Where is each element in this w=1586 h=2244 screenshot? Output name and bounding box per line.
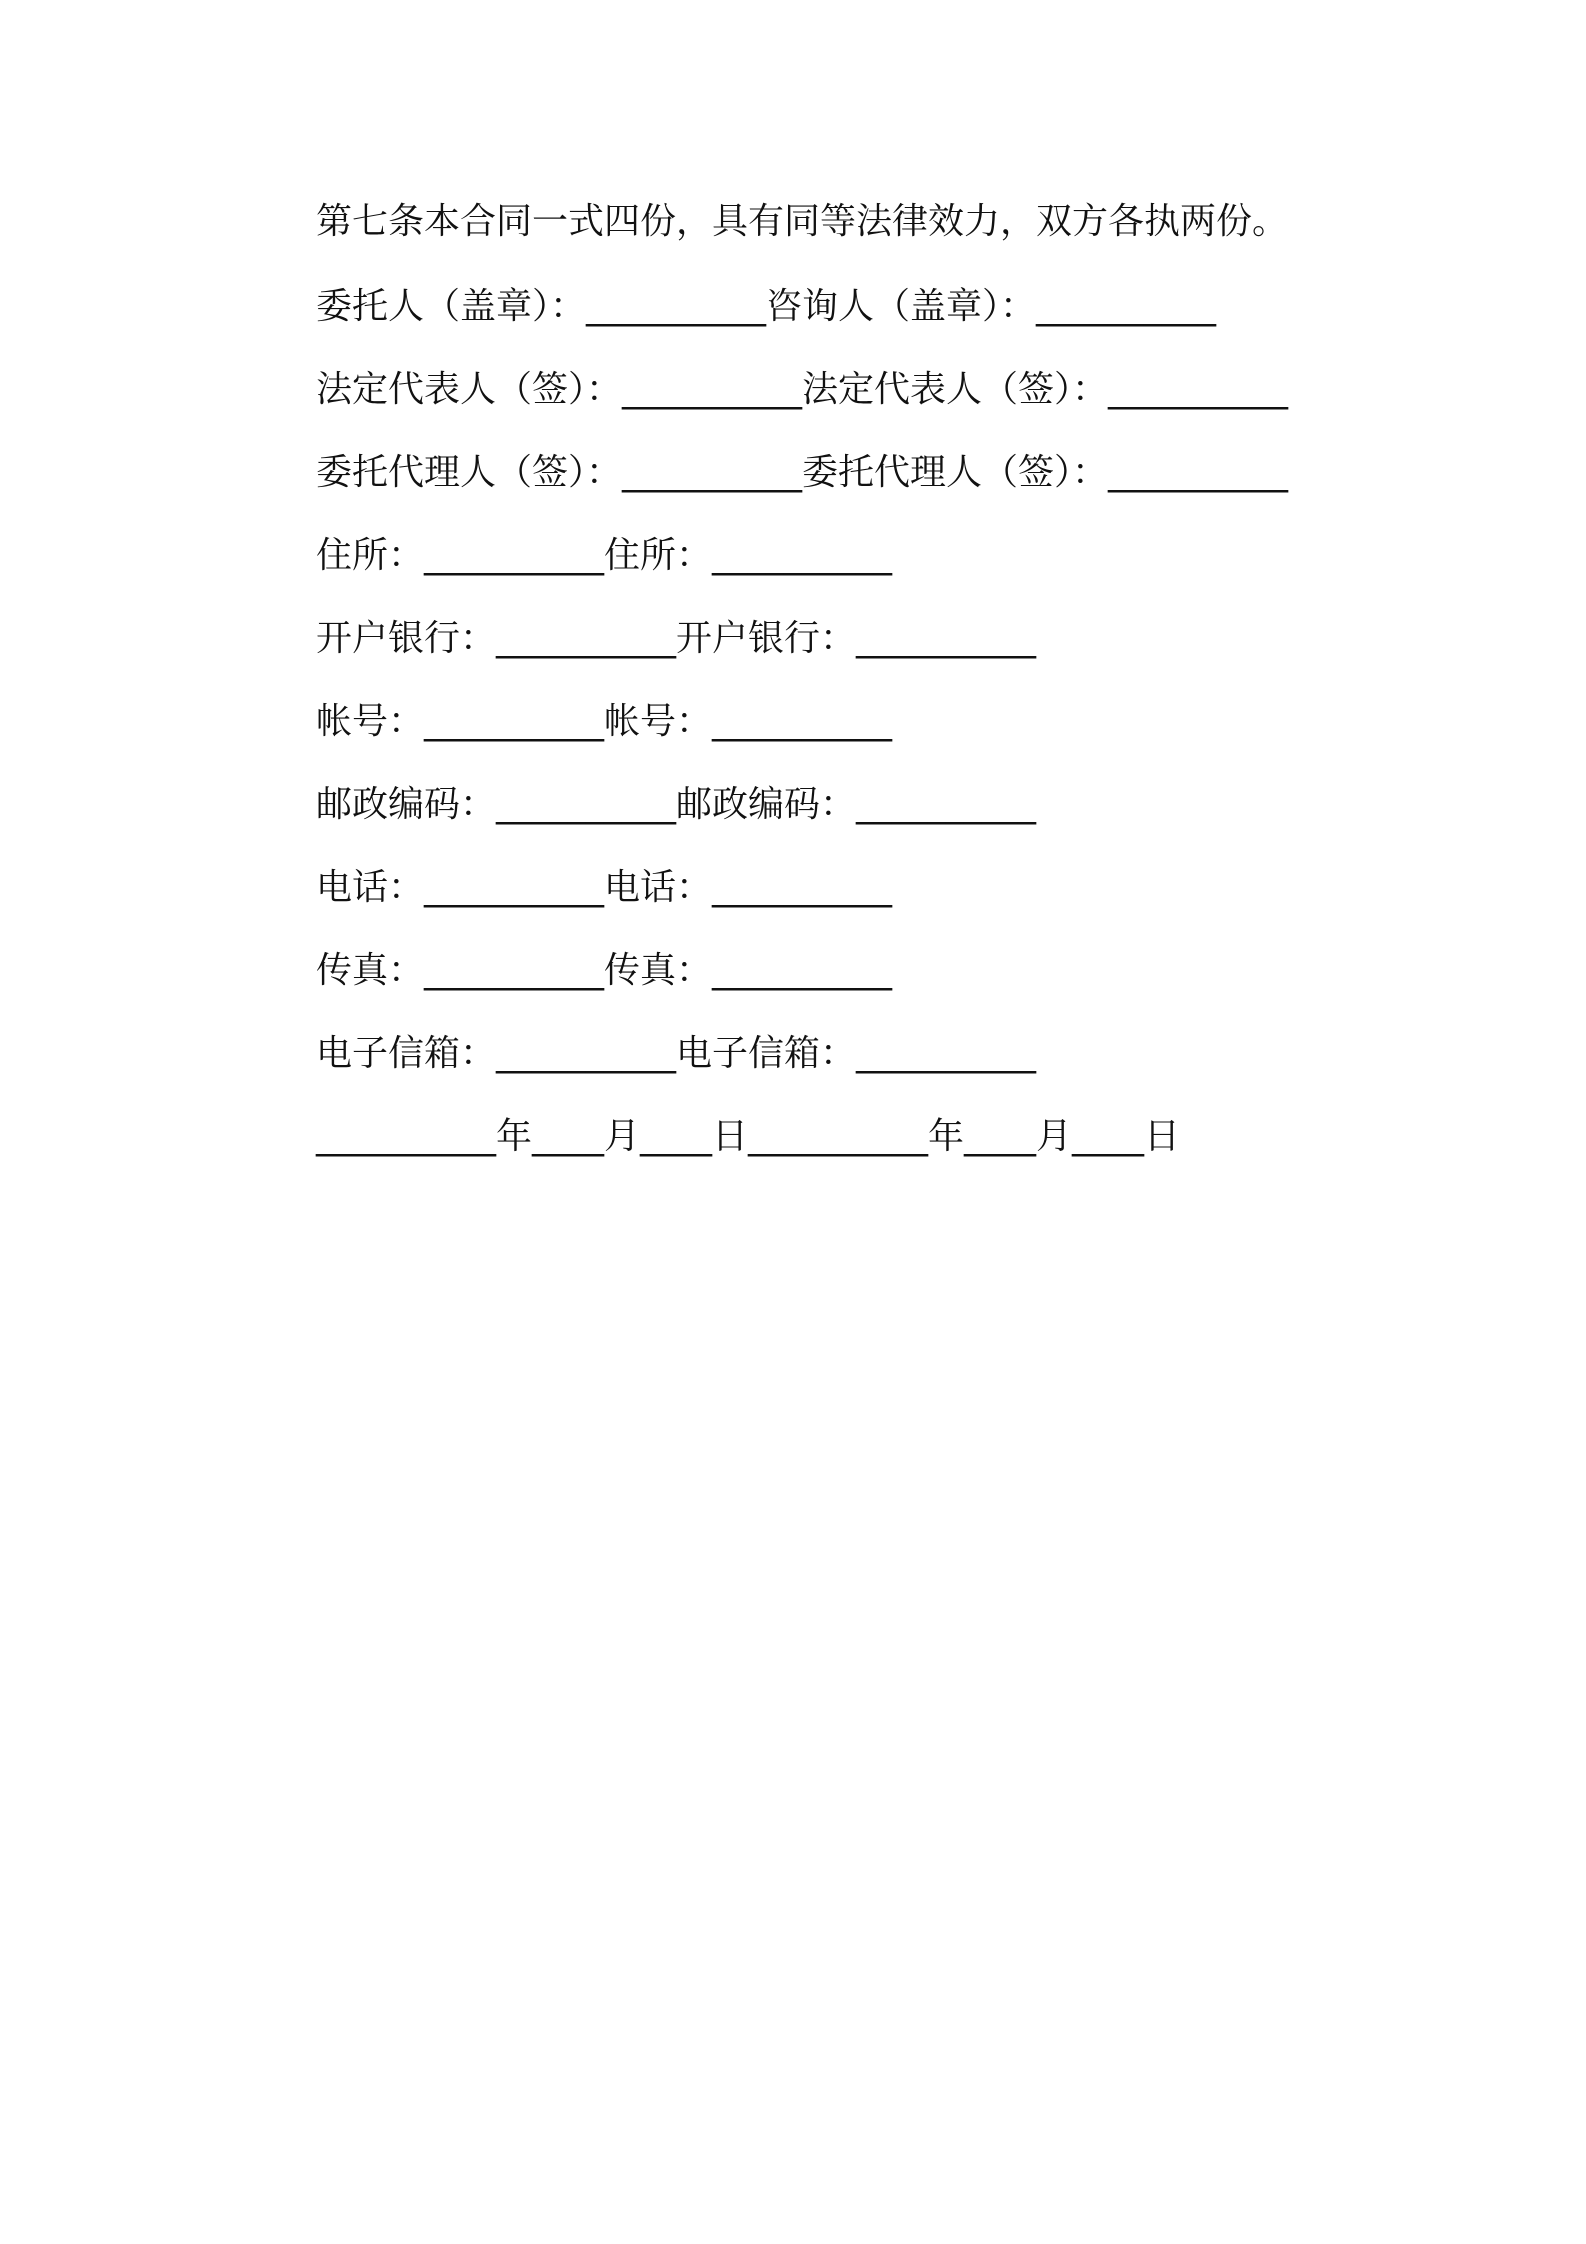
bank-line: 开户银行：__________开户银行：__________ [316, 618, 1037, 659]
authorized-agent-line: 委托代理人（签）：__________委托代理人（签）：__________ [316, 452, 1289, 493]
legal-representative-line: 法定代表人（签）：__________法定代表人（签）：__________ [316, 369, 1289, 410]
fax-line: 传真：__________传真：__________ [316, 950, 893, 991]
email-line: 电子信箱：__________电子信箱：__________ [316, 1033, 1037, 1074]
account-number-line: 帐号：__________帐号：__________ [316, 701, 893, 742]
address-line: 住所：__________住所：__________ [316, 535, 893, 576]
document-body [316, 200, 1416, 1198]
date-line: __________年____月____日__________年____月____日 [316, 1116, 1180, 1157]
postal-code-line: 邮政编码：__________邮政编码：__________ [316, 784, 1037, 825]
clause-seven-text: 第七条本合同一式四份，具有同等法律效力，双方各执两份。 [316, 201, 1289, 242]
signature-seal-line: 委托人（盖章）：__________咨询人（盖章）：__________ [316, 286, 1217, 327]
phone-line: 电话：__________电话：__________ [316, 867, 893, 908]
